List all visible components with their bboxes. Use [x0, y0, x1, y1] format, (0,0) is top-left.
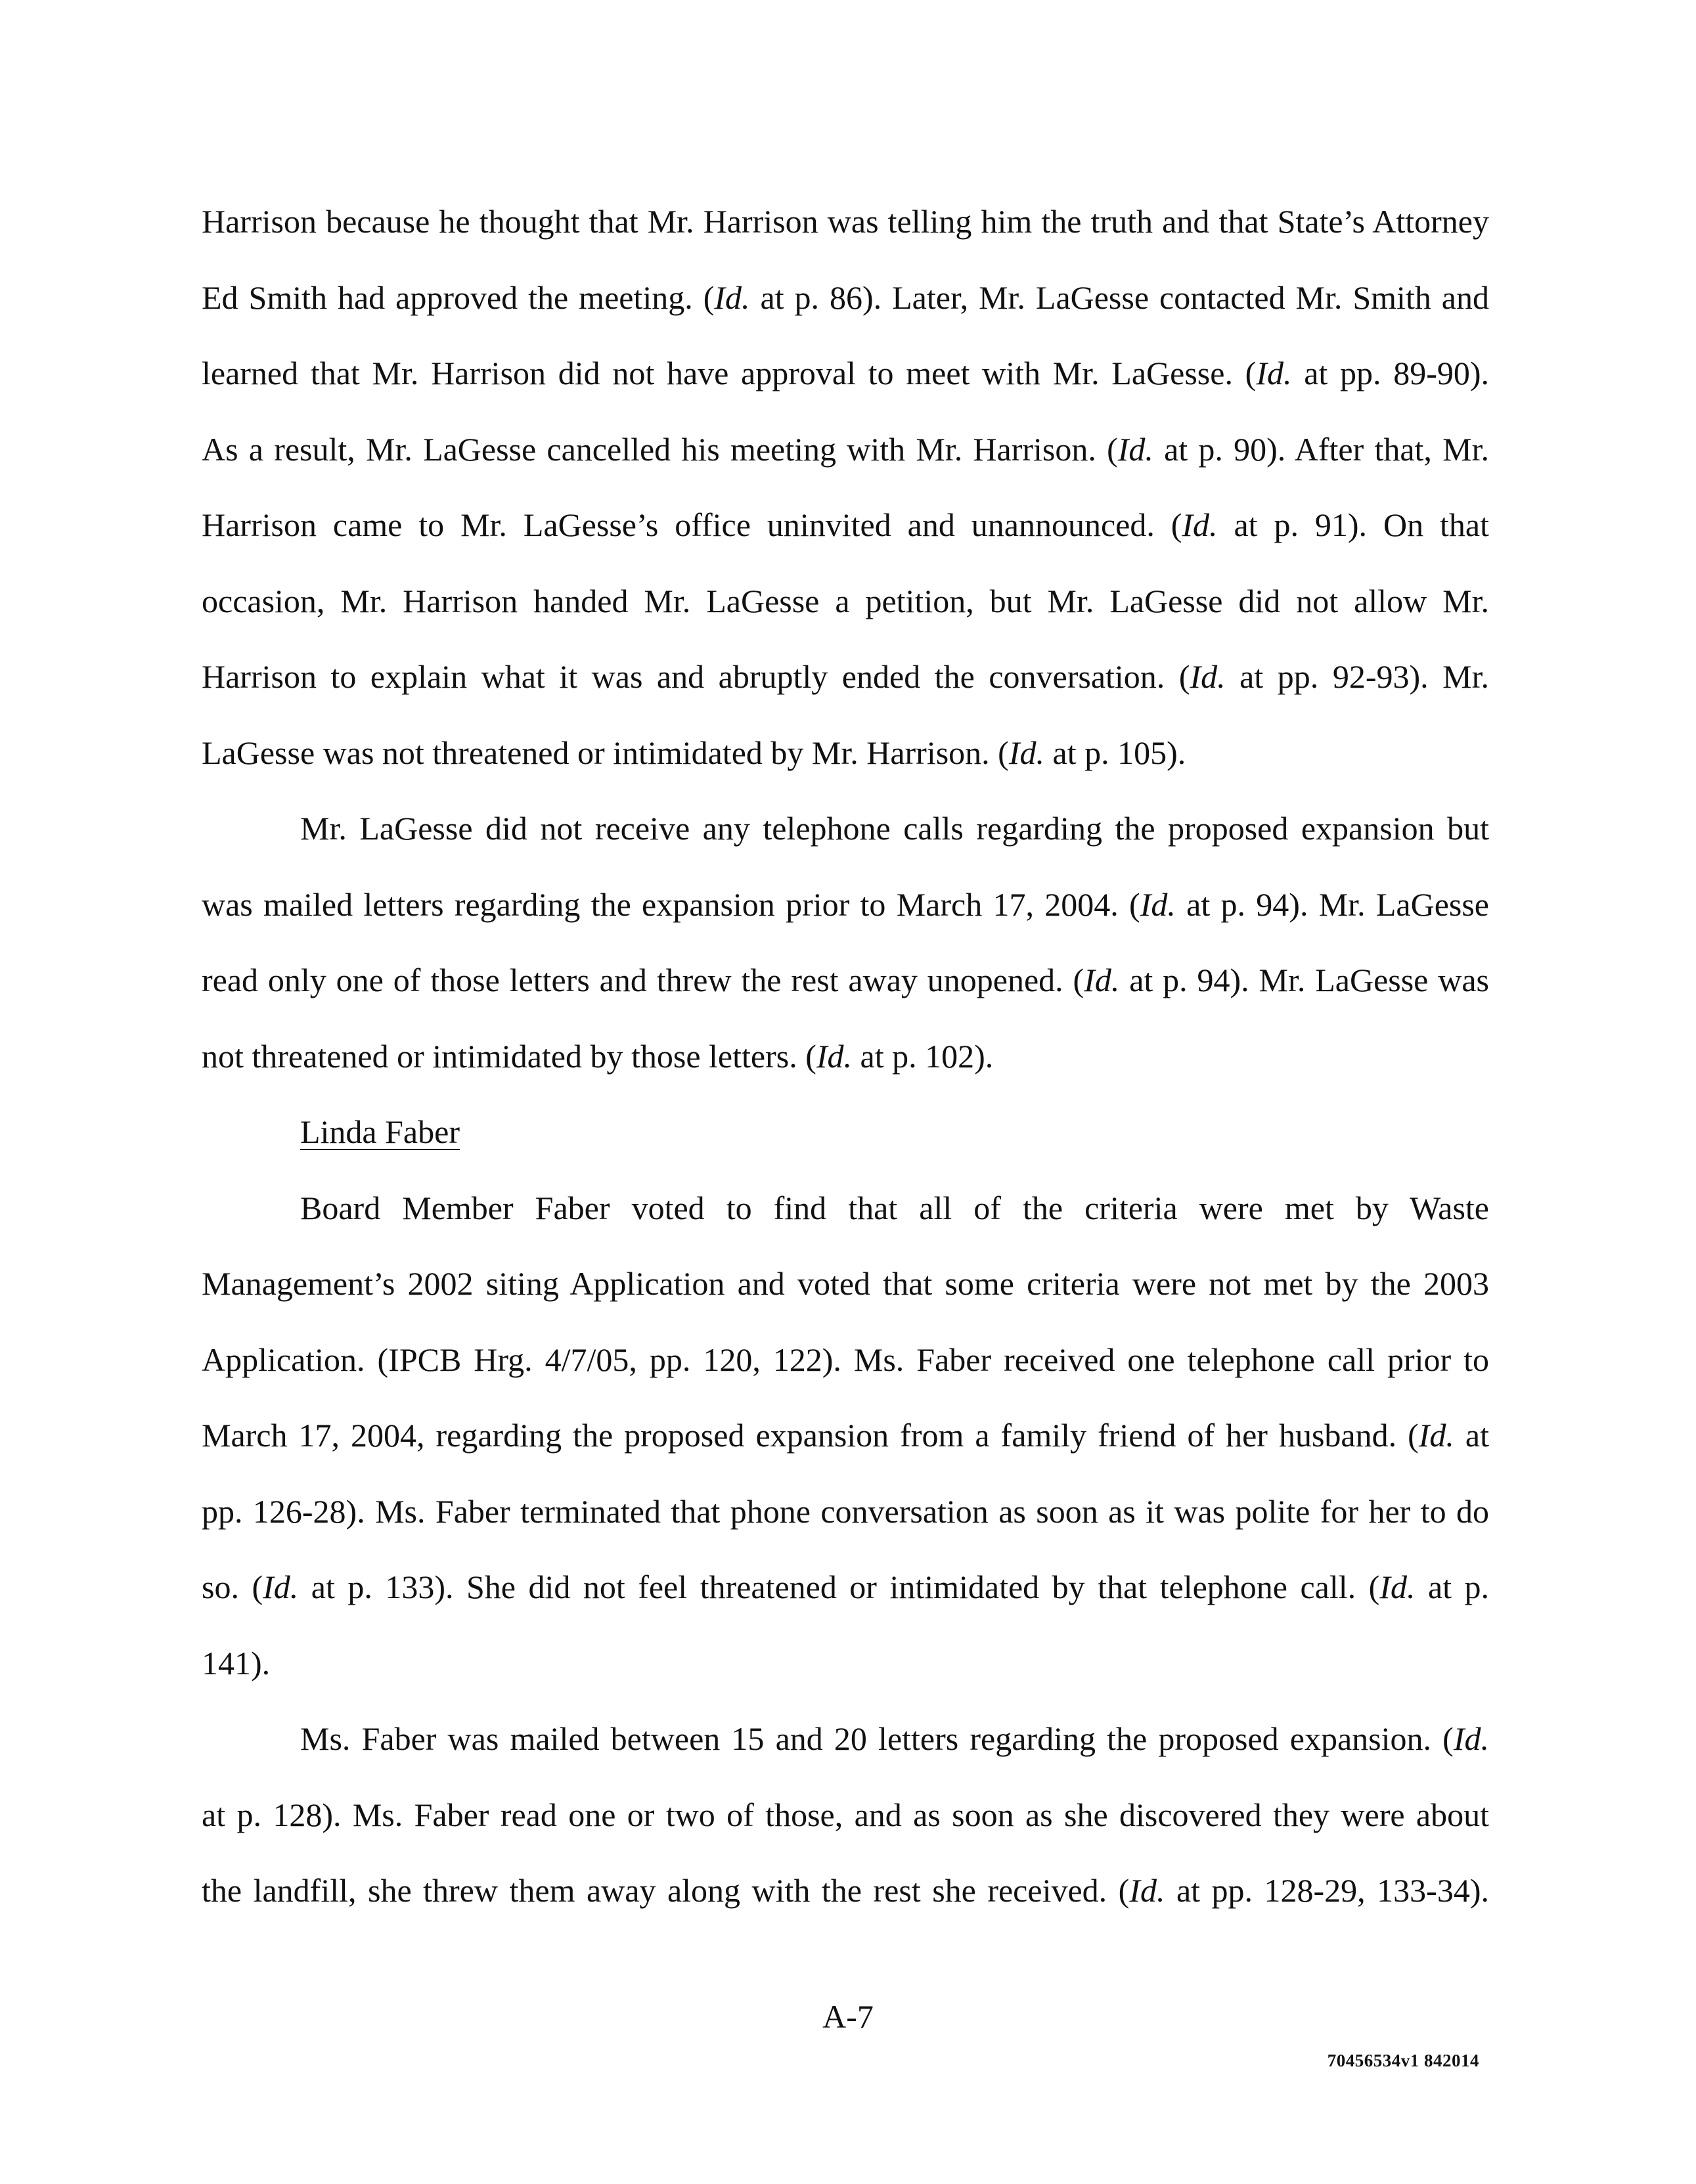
text-line: was mailed letters regarding the expansion prior to March 17, 2004. (Id. at p. 94). Mr. LaGesse [202, 885, 1489, 923]
page-number: A-7 [822, 1998, 874, 2035]
text-line: LaGesse was not threatened or intimidated by Mr. Harrison. (Id. at p. 105). [202, 734, 1186, 771]
text-line: Harrison came to Mr. LaGesse’s office uninvited and unannounced. (Id. at p. 91). On that [202, 506, 1489, 543]
text-line: Board Member Faber voted to find that all of the criteria were met by Waste [300, 1189, 1489, 1226]
text-line: occasion, Mr. Harrison handed Mr. LaGesse a petition, but Mr. LaGesse did not allow Mr. [202, 582, 1489, 619]
text-line: Ed Smith had approved the meeting. (Id. at p. 86). Later, Mr. LaGesse contacted Mr. Smith and [202, 279, 1489, 316]
text-line: March 17, 2004, regarding the proposed expansion from a family friend of her husband. (Id. at [202, 1417, 1489, 1454]
text-line: Management’s 2002 siting Application and voted that some criteria were not met by the 2003 [202, 1265, 1489, 1302]
text-line: Harrison because he thought that Mr. Harrison was telling him the truth and that State’s Attorney [202, 203, 1489, 240]
text-line: pp. 126-28). Ms. Faber terminated that phone conversation as soon as it was polite for her to do [202, 1492, 1489, 1530]
text-line: at p. 128). Ms. Faber read one or two of those, and as soon as she discovered they were about [202, 1796, 1489, 1833]
text-line: learned that Mr. Harrison did not have approval to meet with Mr. LaGesse. (Id. at pp. 89-90). [202, 355, 1489, 391]
text-line: Application. (IPCB Hrg. 4/7/05, pp. 120, 122). Ms. Faber received one telephone call prior to [202, 1341, 1489, 1378]
document-id: 70456534v1 842014 [1327, 2051, 1479, 2070]
text-line: the landfill, she threw them away along with the rest she received. (Id. at pp. 128-29, 133-34). [202, 1872, 1489, 1909]
text-line: Ms. Faber was mailed between 15 and 20 letters regarding the proposed expansion. (Id. [300, 1720, 1489, 1757]
section-heading [202, 1094, 1489, 1170]
text-line: not threatened or intimidated by those letters. (Id. at p. 102). [202, 1037, 994, 1075]
text-line: so. (Id. at p. 133). She did not feel threatened or intimidated by that telephone call. (Id. at p. [202, 1569, 1489, 1605]
text-line: 141). [202, 1644, 271, 1682]
section-heading-text: Linda Faber [300, 1113, 460, 1150]
text-line: Harrison to explain what it was and abruptly ended the conversation. (Id. at pp. 92-93). Mr. [202, 658, 1489, 695]
text-line: read only one of those letters and threw the rest away unopened. (Id. at p. 94). Mr. LaGesse was [202, 962, 1489, 998]
text-line: As a result, Mr. LaGesse cancelled his meeting with Mr. Harrison. (Id. at p. 90). After that, Mr. [202, 430, 1489, 468]
text-line: Mr. LaGesse did not receive any telephone calls regarding the proposed expansion but [300, 810, 1489, 847]
body-text [202, 184, 1489, 1929]
